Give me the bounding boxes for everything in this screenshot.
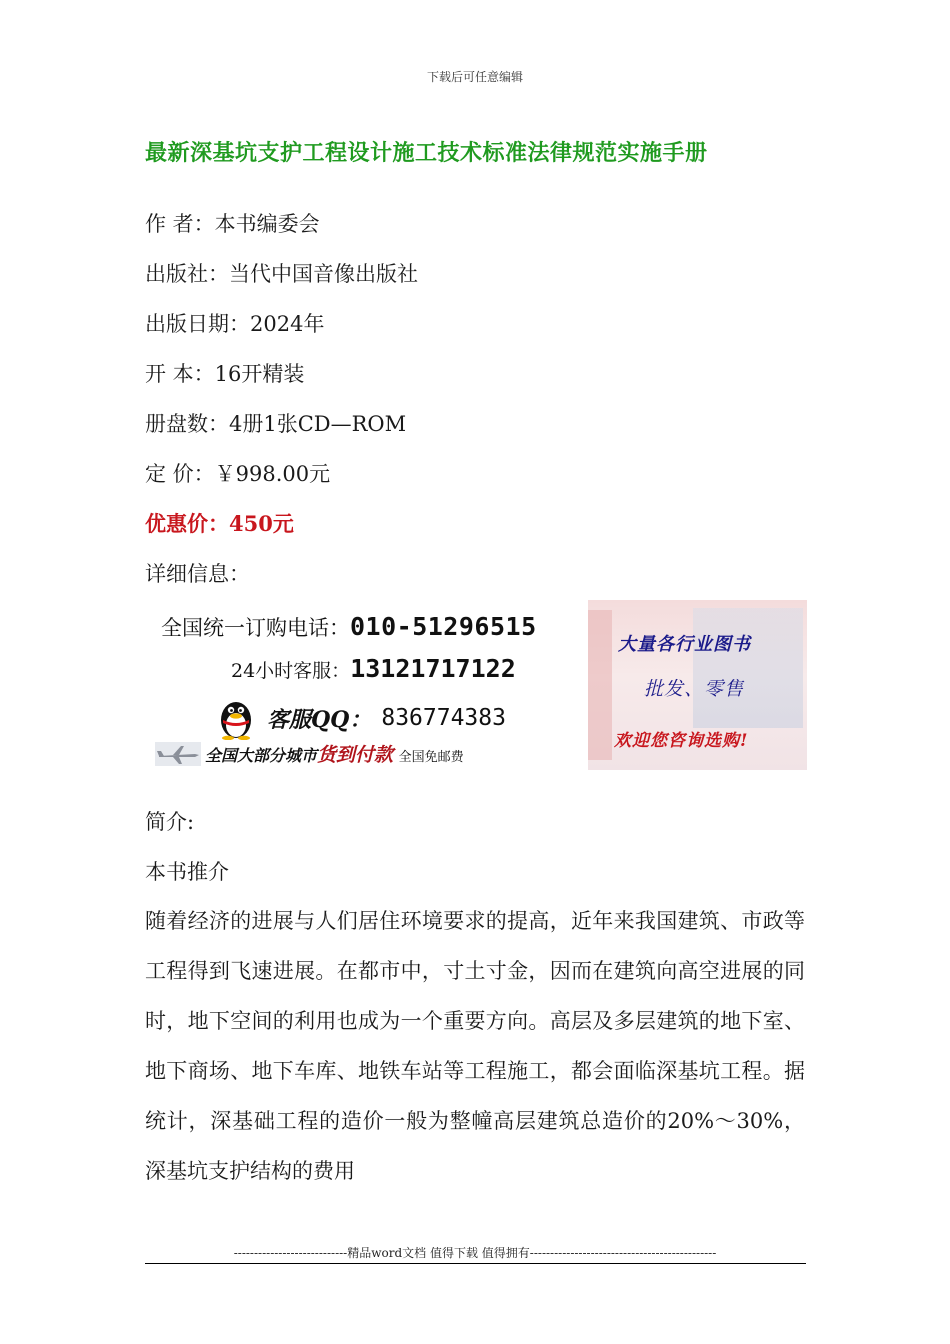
service-phone-line bbox=[231, 654, 516, 683]
banner-promo-panel bbox=[588, 600, 807, 770]
recommend-label: 本书推介 bbox=[145, 860, 229, 884]
bookstore-column-image bbox=[588, 610, 612, 760]
promo-line-3: 欢迎您咨询选购! bbox=[614, 731, 749, 751]
qq-number: 836774383 bbox=[381, 705, 506, 731]
details-label: 详细信息： bbox=[145, 562, 250, 586]
promo-line-2: 批发、零售 bbox=[644, 678, 745, 700]
footer-divider bbox=[145, 1263, 806, 1264]
order-phone-number: 010-51296515 bbox=[350, 612, 537, 641]
info-volumes: 册盘数：4册1张CD—ROM bbox=[145, 412, 407, 436]
document-title: 最新深基坑支护工程设计施工技术标准法律规范实施手册 bbox=[145, 140, 708, 166]
service-phone-number: 13121717122 bbox=[350, 654, 516, 683]
banner-contact-panel bbox=[155, 600, 585, 770]
header-note: 下载后可任意编辑 bbox=[426, 70, 523, 84]
info-format: 开 本：16开精装 bbox=[145, 362, 305, 386]
bookstore-building-image bbox=[693, 608, 803, 728]
info-publisher: 出版社：当代中国音像出版社 bbox=[145, 262, 418, 286]
info-price: 定 价：￥998.00元 bbox=[145, 462, 331, 486]
airplane-icon bbox=[155, 742, 201, 766]
cod-prefix: 全国大部分城市 bbox=[205, 746, 318, 765]
info-discount: 优惠价：450元 bbox=[145, 511, 294, 536]
cod-suffix: 全国免邮费 bbox=[398, 750, 464, 765]
cod-highlight: 货到付款 bbox=[317, 744, 394, 766]
qq-line bbox=[217, 696, 506, 740]
promo-line-1: 大量各行业图书 bbox=[618, 634, 751, 655]
footer-note: ----------------------------精品word文档 值得下载 值得拥有---------------------------------------------- bbox=[233, 1246, 717, 1260]
intro-label: 简介: bbox=[145, 810, 195, 834]
body-paragraph: 随着经济的进展与人们居住环境要求的提高，近年来我国建筑、市政等工程得到飞速进展。在都市中，寸土寸金，因而在建筑向高空进展的同时，地下空间的利用也成为一个重要方向。高层及多层建筑的地下室、地下商场、地下车库、地铁车站等工程施工，都会面临深基坑工程。据统计，深基础工程的造价一般为整幢高层建筑总造价的20%～30%，深基坑支护结构的费用 bbox=[145, 909, 805, 1183]
order-banner bbox=[155, 600, 807, 770]
qq-label: 客服QQ： bbox=[267, 706, 372, 733]
order-phone-label: 全国统一订购电话： bbox=[161, 616, 350, 640]
qq-penguin-icon bbox=[217, 696, 255, 740]
order-phone-line bbox=[161, 612, 537, 642]
cod-line bbox=[205, 740, 464, 767]
service-phone-label: 24小时客服： bbox=[231, 660, 351, 682]
info-author: 作 者：本书编委会 bbox=[145, 212, 320, 236]
info-date: 出版日期：2024年 bbox=[145, 312, 325, 336]
